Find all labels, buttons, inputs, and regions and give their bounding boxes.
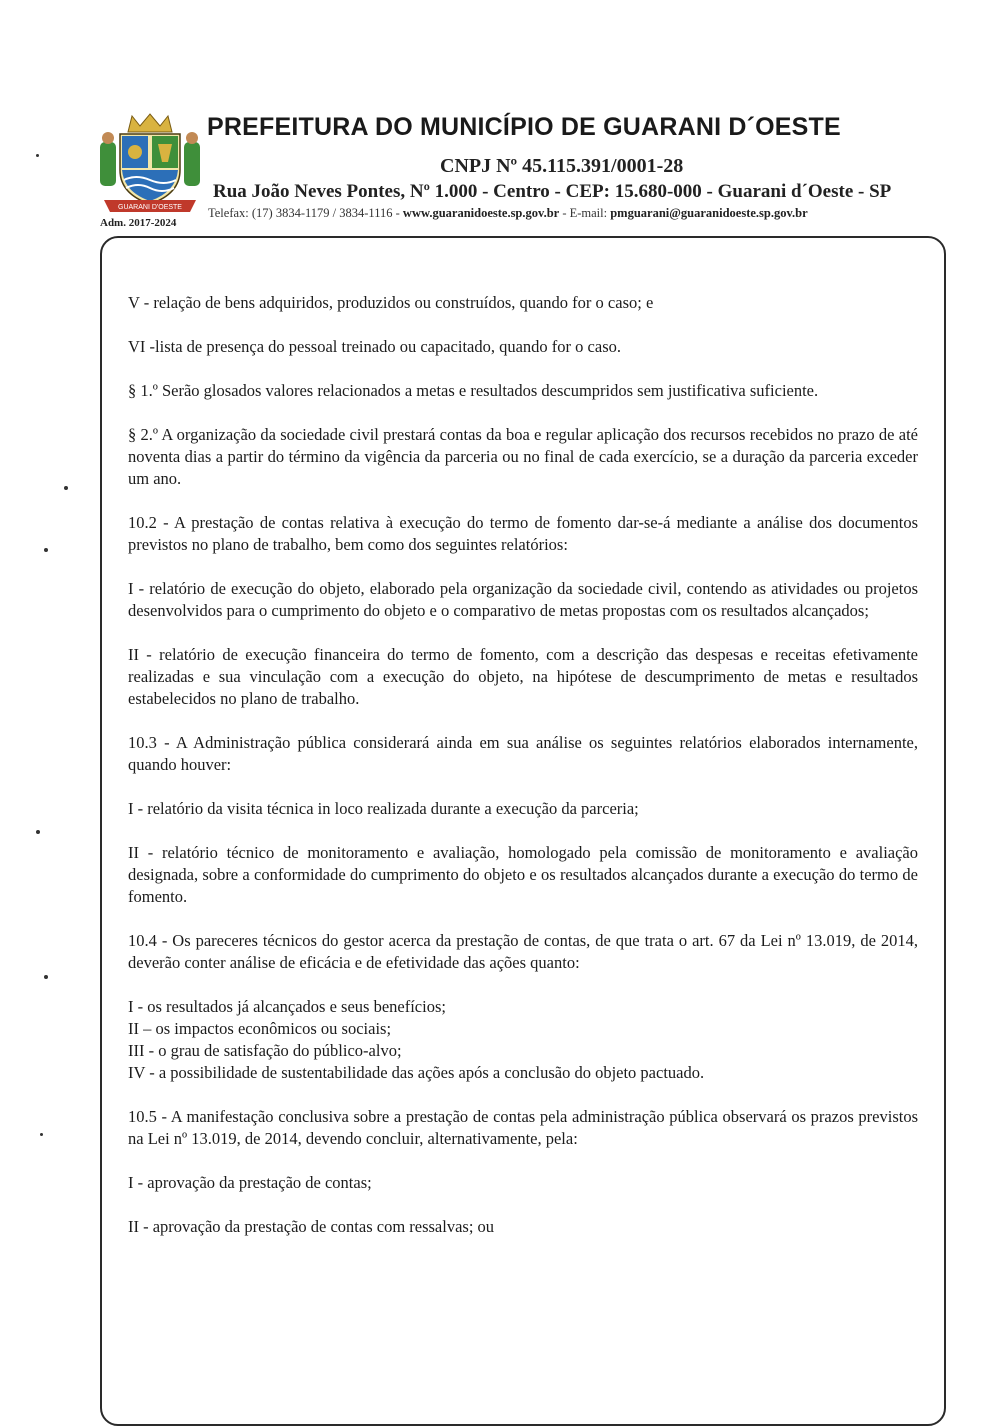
clause-10-4-item-iii: III - o grau de satisfação do público-alvo; — [128, 1041, 402, 1060]
paragraph-item-v: V - relação de bens adquiridos, produzidos ou construídos, quando for o caso; e — [128, 293, 654, 312]
crest-banner: GUARANI D'OESTE — [118, 204, 182, 211]
municipal-coat-of-arms-icon — [98, 112, 202, 216]
clause-10-5-item-i: I - aprovação da prestação de contas; — [128, 1173, 372, 1192]
administration-period: Adm. 2017-2024 — [100, 217, 177, 229]
clause-10-3-item-i: I - relatório da visita técnica in loco realizada durante a execução da parceria; — [128, 799, 639, 818]
paragraph-section-1: § 1.º Serão glosados valores relacionados a metas e resultados descumpridos sem justificativa suficiente. — [128, 381, 819, 400]
letterhead — [0, 0, 992, 240]
clause-10-5-item-ii: II - aprovação da prestação de contas com ressalvas; ou — [128, 1217, 495, 1236]
clause-10-2: 10.2 - A prestação de contas relativa à execução do termo de fomento dar-se-á mediante a análise dos documentos previstos no plano de trabalho, bem como dos seguintes relatórios: — [128, 513, 918, 554]
paragraph-section-2: § 2.º A organização da sociedade civil prestará contas da boa e regular aplicação dos recursos recebidos no prazo de até noventa dias a partir do término da vigência da parceria ou no final de cada exercício, se a duração da parceria exceder um ano. — [128, 425, 918, 488]
website-link[interactable]: www.guaranidoeste.sp.gov.br — [402, 206, 560, 220]
document-body — [128, 292, 918, 1260]
clause-10-2-item-ii: II - relatório de execução financeira do termo de fomento, com a descrição das despesas e receitas efetivamente realizadas e sua vinculação com a execução do objeto, na hipótese de descumprimento de metas e resultados estabelecidos no plano de trabalho. — [128, 645, 918, 708]
municipality-title: PREFEITURA DO MUNICÍPIO DE GUARANI D´OESTE — [207, 113, 841, 141]
clause-10-3: 10.3 - A Administração pública considerará ainda em sua análise os seguintes relatórios elaborados internamente, quando houver: — [128, 733, 918, 774]
clause-10-2-item-i: I - relatório de execução do objeto, elaborado pela organização da sociedade civil, contendo as atividades ou projetos desenvolvidos para o cumprimento do objeto e o comparativo de metas propostas com os resultados alcançados; — [128, 579, 918, 620]
telefax: Telefax: (17) 3834-1179 / 3834-1116 - — [208, 206, 403, 220]
clause-10-3-item-ii: II - relatório técnico de monitoramento e avaliação, homologado pela comissão de monitoramento e avaliação designada, sobre a conformidade do cumprimento do objeto e os resultados alcançados durante a execução do termo de fomento. — [128, 843, 918, 906]
contact-line — [208, 206, 808, 221]
cnpj-number: CNPJ Nº 45.115.391/0001-28 — [440, 155, 684, 177]
email-label: - E-mail: — [559, 206, 611, 220]
paragraph-item-vi: VI -lista de presença do pessoal treinado ou capacitado, quando for o caso. — [128, 337, 621, 356]
clause-10-4-item-ii: II – os impactos econômicos ou sociais; — [128, 1019, 392, 1038]
clause-10-4: 10.4 - Os pareceres técnicos do gestor acerca da prestação de contas, de que trata o art. 67 da Lei nº 13.019, de 2014, deverão conter análise de eficácia e de efetividade das ações quanto: — [128, 931, 918, 972]
clause-10-5: 10.5 - A manifestação conclusiva sobre a prestação de contas pela administração pública observará os prazos previstos na Lei nº 13.019, de 2014, devendo concluir, alternativamente, pela: — [128, 1107, 918, 1148]
email-link[interactable]: pmguarani@guaranidoeste.sp.gov.br — [610, 206, 808, 220]
clause-10-4-item-i: I - os resultados já alcançados e seus benefícios; — [128, 997, 446, 1016]
clause-10-4-item-iv: IV - a possibilidade de sustentabilidade das ações após a conclusão do objeto pactuado. — [128, 1063, 705, 1082]
address-line: Rua João Neves Pontes, Nº 1.000 - Centro - CEP: 15.680-000 - Guarani d´Oeste - SP — [213, 181, 892, 202]
